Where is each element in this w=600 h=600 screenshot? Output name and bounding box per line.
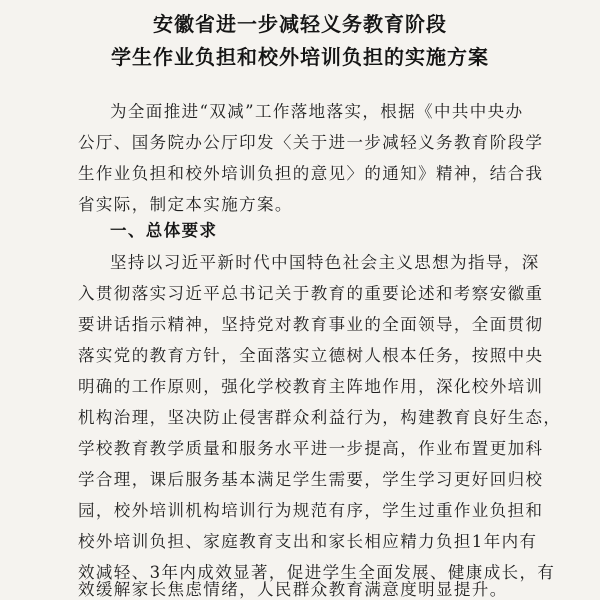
body-line: 效减轻、3年内成效显著，促进学生全面发展、健康成长，有 bbox=[78, 563, 556, 582]
section-heading: 一、总体要求 bbox=[110, 221, 218, 240]
document-title-line-2: 学生作业负担和校外培训负担的实施方案 bbox=[111, 45, 489, 69]
body-line: 坚持以习近平新时代中国特色社会主义思想为指导，深 bbox=[110, 253, 540, 272]
body-line: 学合理，课后服务基本满足学生需要，学生学习更好回归校 bbox=[78, 470, 544, 489]
body-line: 园，校外培训机构培训行为规范有序，学生过重作业负担和 bbox=[78, 501, 544, 520]
intro-line: 省实际，制定本实施方案。 bbox=[78, 195, 293, 214]
body-line: 机构治理，坚决防止侵害群众利益行为，构建教育良好生态， bbox=[78, 408, 562, 427]
body-line: 校外培训负担、家庭教育支出和家长相应精力负担1年内有 bbox=[78, 532, 538, 551]
body-line: 入贯彻落实习近平总书记关于教育的重要论述和考察安徽重 bbox=[78, 284, 544, 303]
body-line: 要讲话指示精神，坚持党对教育事业的全面领导，全面贯彻 bbox=[78, 315, 544, 334]
body-line: 明确的工作原则，强化学校教育主阵地作用，深化校外培训 bbox=[78, 377, 544, 396]
body-line: 效缓解家长焦虑情绪，人民群众教育满意度明显提升。 bbox=[78, 580, 508, 599]
body-line: 学校教育教学质量和服务水平进一步提高，作业布置更加科 bbox=[78, 439, 544, 458]
body-line: 落实党的教育方针，全面落实立德树人根本任务，按照中央 bbox=[78, 346, 544, 365]
document-title-line-1: 安徽省进一步减轻义务教育阶段 bbox=[153, 12, 447, 36]
intro-line: 为全面推进“双减”工作落地落实，根据《中共中央办 bbox=[110, 102, 524, 121]
intro-line: 生作业负担和校外培训负担的意见〉的通知》精神，结合我 bbox=[78, 164, 544, 183]
intro-line: 公厅、国务院办公厅印发〈关于进一步减轻义务教育阶段学 bbox=[78, 133, 544, 152]
